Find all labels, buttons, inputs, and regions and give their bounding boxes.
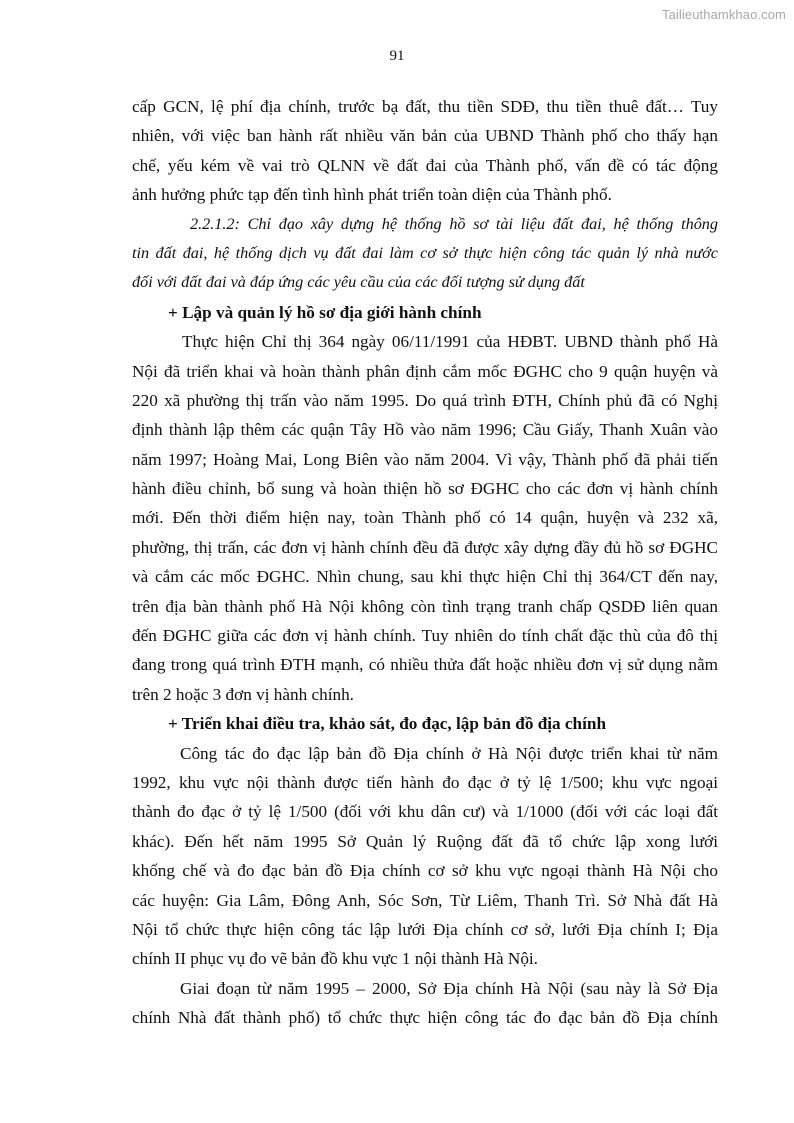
text-line: 1992, khu vực nội thành được tiến hành đo đạc ở tỷ lệ 1/500; khu vực ngoại [132,772,718,792]
text-line: trên địa bàn thành phố Hà Nội không còn tình trạng tranh chấp QSDĐ liên quan [132,596,718,616]
text-line: nhiên, với việc ban hành rất nhiều văn bản của UBND Thành phố cho thấy hạn [132,126,718,146]
text-line: cấp GCN, lệ phí địa chính, trước bạ đất, thu tiền SDĐ, thu tiền thuê đất… Tuy [132,97,718,116]
text-line: mới. Đến thời điểm hiện nay, toàn Thành phố có 14 quận, huyện và 232 xã, [132,508,718,528]
paragraph-survey-work [132,739,718,974]
page-number: 91 [389,48,405,64]
watermark-text: Tailieuthamkhao.com [661,7,786,22]
section-heading-cadastral-survey: + Triển khai điều tra, khảo sát, đo đạc, lập bản đồ địa chính [168,714,607,734]
text-line: Giai đoạn từ năm 1995 – 2000, Sở Địa chính Hà Nội (sau này là Sở Địa [180,978,718,998]
text-line: 220 xã phường thị trấn vào năm 1995. Do quá trình ĐTH, Chính phủ đã có Nghị [132,390,718,410]
text-line: chính II phục vụ đo vẽ bản đồ khu vực 1 nội thành Hà Nội. [132,949,538,969]
text-line: khác). Đến hết năm 1995 Sở Quản lý Ruộng đất đã tổ chức lập xong lưới [132,831,718,851]
text-line: ảnh hưởng phức tạp đến tình hình phát triển toàn diện của Thành phố. [132,185,612,205]
text-line: chính Nhà đất thành phố) tổ chức thực hiện công tác đo đạc bản đồ Địa chính [132,1008,718,1028]
text-line: các huyện: Gia Lâm, Đông Anh, Sóc Sơn, Từ Liêm, Thanh Trì. Sở Nhà đất Hà [132,890,718,910]
text-line: chế, yếu kém về vai trò QLNN về đất đai của Thành phố, vấn đề có tác động [132,155,718,175]
text-line: đối với đất đai và đáp ứng các yêu cầu của các đối tượng sử dụng đất [132,273,585,292]
text-line: trên 2 hoặc 3 đơn vị hành chính. [132,684,354,704]
text-line: thành đo đạc ở tỷ lệ 1/500 (đối với khu dân cư) và 1/1000 (đối với các loại đất [132,802,718,822]
text-line: Nội đã triển khai và hoàn thành phân định cắm mốc ĐGHC cho 9 quận huyện và [132,361,718,381]
text-line: Thực hiện Chỉ thị 364 ngày 06/11/1991 của HĐBT. UBND thành phố Hà [182,332,718,352]
paragraph-period-1995-2000 [132,974,718,1033]
text-line: 2.2.1.2: Chỉ đạo xây dựng hệ thống hồ sơ tài liệu đất đai, hệ thống thông [190,214,718,233]
text-line: năm 1997; Hoàng Mai, Long Biên vào năm 2004. Vì vậy, Thành phố đã phải tiến [132,449,718,469]
paragraph-intro [132,92,718,210]
text-line: và cắm các mốc ĐGHC. Nhìn chung, sau khi thực hiện Chỉ thị 364/CT đến nay, [132,567,718,587]
section-subtitle-2-2-1-2 [132,210,718,298]
text-line: phường, thị trấn, các đơn vị hành chính đều đã được xây dựng đầy đủ hồ sơ ĐGHC [132,537,718,557]
text-line: Nội tổ chức thực hiện công tác lập lưới Địa chính cơ sở, lưới Địa chính I; Địa [132,919,718,939]
text-line: khống chế và đo đạc bản đồ Địa chính cơ sở khu vực ngoại thành Hà Nội cho [132,861,718,881]
text-line: tin đất đai, hệ thống dịch vụ đất đai làm cơ sở thực hiện công tác quản lý nhà nước [132,243,718,262]
text-line: định thành lập thêm các quận Tây Hồ vào năm 1996; Cầu Giấy, Thanh Xuân vào [132,420,718,440]
text-line: hành điều chỉnh, bổ sung và hoàn thiện hồ sơ ĐGHC cho các đơn vị hành chính [132,479,718,499]
text-line: Công tác đo đạc lập bản đồ Địa chính ở Hà Nội được triển khai từ năm [180,743,718,763]
text-line: đến ĐGHC giữa các đơn vị hành chính. Tuy nhiên do tính chất đặc thù của đô thị [132,626,718,646]
paragraph-directive-364 [132,327,718,709]
document-body [132,92,718,1033]
text-line: đang trong quá trình ĐTH mạnh, có nhiều thửa đất hoặc nhiều đơn vị sử dụng nằm [132,655,718,675]
section-heading-boundary-records: + Lập và quản lý hồ sơ địa giới hành chính [168,302,482,322]
